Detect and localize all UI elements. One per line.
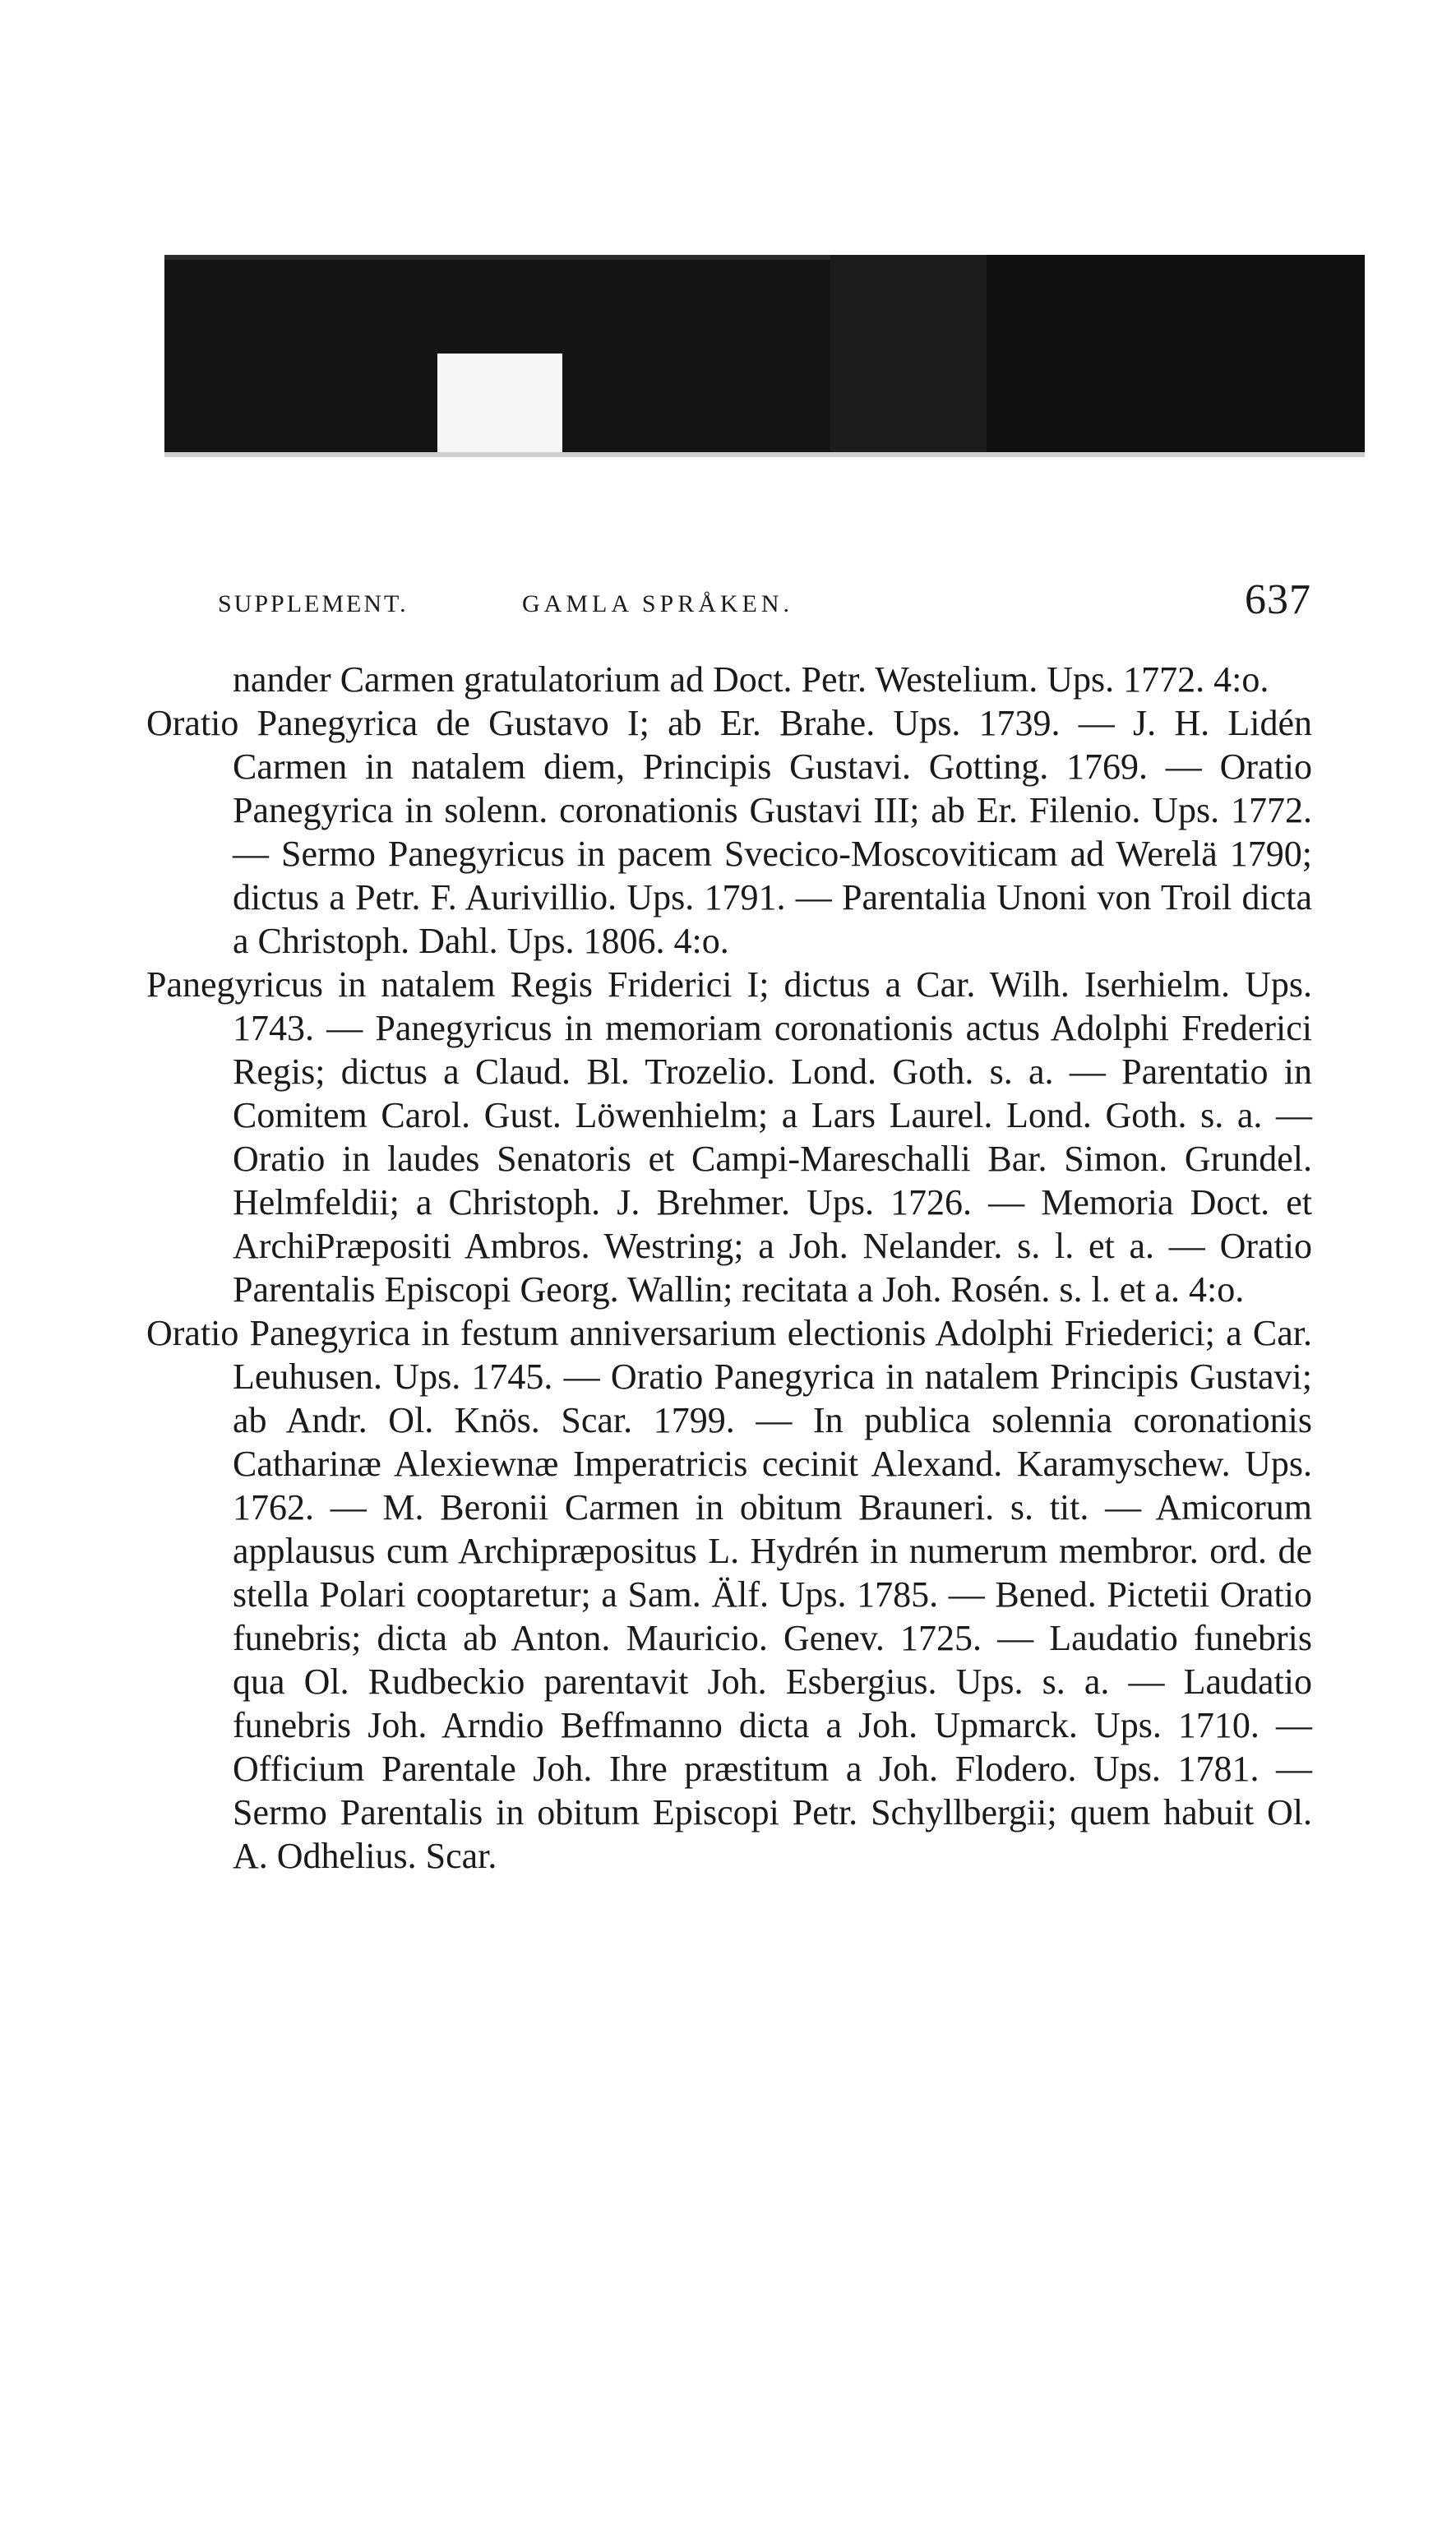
body-text [146,658,1312,1878]
running-header [218,575,1311,633]
entry-continuation: nander Carmen gratulatorium ad Doct. Petr. Westelium. Ups. 1772. 4:o. [233,659,1269,700]
scan-white-patch [437,354,562,452]
entry-panegyricus-friderici: Panegyricus in natalem Regis Friderici I; dictus a Car. Wilh. Iserhielm. Ups. 1743. — Panegyricus in memoriam coronationis actus Adolphi Frederici Regis; dictus a Claud. Bl. Trozelio. Lond. Goth. s. a. — Parentatio in Comitem Carol. Gust. Löwenhielm; a Lars Laurel. Lond. Goth. s. a. — Oratio in laudes Senatoris et Campi-Mareschalli Bar. Simon. Grundel. Helmfeldii; a Christoph. J. Brehmer. Ups. 1726. — Memoria Doct. et ArchiPræpositi Ambros. Westring; a Joh. Nelander. s. l. et a. — Oratio Parentalis Episcopi Georg. Wallin; recitata a Joh. Rosén. s. l. et a. 4:o. [146,964,1312,1310]
entry-oratio-panegyrica-gustavo: Oratio Panegyrica de Gustavo I; ab Er. Brahe. Ups. 1739. — J. H. Lidén Carmen in natalem diem, Principis Gustavi. Gotting. 1769. — Oratio Panegyrica in solenn. coronationis Gustavi III; ab Er. Filenio. Ups. 1772. — Sermo Panegyricus in pacem Svecico-Moscoviticam ad Werelä 1790; dictus a Petr. F. Aurivillio. Ups. 1791. — Parentalia Unoni von Troil dicta a Christoph. Dahl. Ups. 1806. 4:o. [146,703,1312,961]
scan-bottom-edge [164,452,1365,457]
page-number: 637 [1245,576,1311,623]
scan-dark-patch-right [987,255,1365,452]
scan-dark-patch [830,255,987,452]
header-section-label: SUPPLEMENT. [218,590,409,617]
entry-oratio-panegyrica-festum: Oratio Panegyrica in festum anniversarium electionis Adolphi Friederici; a Car. Leuhusen. Ups. 1745. — Oratio Panegyrica in natalem Principis Gustavi; ab Andr. Ol. Knös. Scar. 1799. — In publica solennia coronationis Catharinæ Alexiewnæ Imperatricis cecinit Alexand. Karamyschew. Ups. 1762. — M. Beronii Carmen in obitum Brauneri. s. tit. — Amicorum applausus cum Archipræpositus L. Hydrén in numerum membror. ord. de stella Polari cooptaretur; a Sam. Älf. Ups. 1785. — Bened. Pictetii Oratio funebris; dicta ab Anton. Mauricio. Genev. 1725. — Laudatio funebris qua Ol. Rudbeckio parentavit Joh. Esbergius. Ups. s. a. — Laudatio funebris Joh. Arndio Beffmanno dicta a Joh. Upmarck. Ups. 1710. — Officium Parentale Joh. Ihre præstitum a Joh. Flodero. Ups. 1781. — Sermo Parentalis in obitum Episcopi Petr. Schyllbergii; quem habuit Ol. A. Odhelius. Scar. [146,1313,1312,1876]
scan-margin-block [164,255,1365,452]
header-title: GAMLA SPRÅKEN. [522,590,794,617]
